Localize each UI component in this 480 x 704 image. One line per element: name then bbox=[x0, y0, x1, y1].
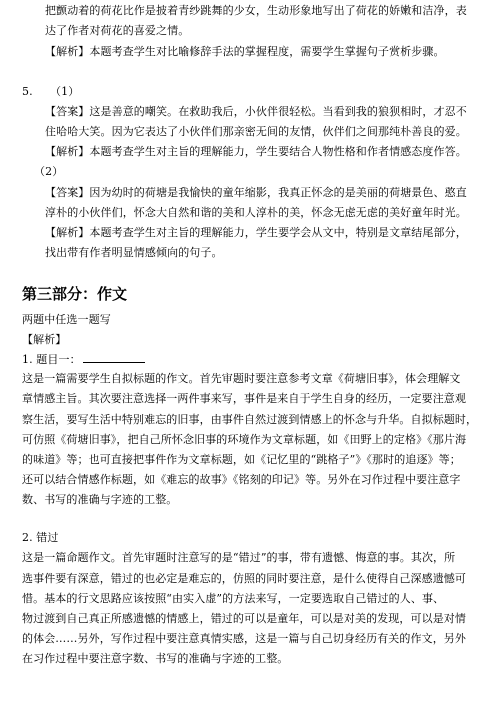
analysis-line: 【解析】本题考查学生对主旨的理解能力，学生要结合人物性格和作者情感态度作答。 bbox=[45, 145, 467, 158]
essay-analysis-line: 察生活，要写生活中特别难忘的旧事，由事件自然过渡到情感上的怀念与升华。自拟标题时， bbox=[22, 413, 478, 426]
analysis-line: 找出带有作者明显情感倾向的句子。 bbox=[45, 246, 223, 259]
question-number: 5. bbox=[22, 85, 33, 98]
analysis-line: 【解析】本题考查学生对主旨的理解能力，学生要学会从文中，特别是文章结尾部分， bbox=[45, 226, 467, 239]
text-line: 把颤动着的荷花比作是披着青纱跳舞的少女，生动形象地写出了荷花的娇嫩和洁净，表 bbox=[45, 4, 467, 17]
essay-analysis-line: 这是一篇需要学生自拟标题的作文。首先审题时要注意参考文章《荷塘旧事》，体会理解文 bbox=[22, 372, 461, 385]
essay-analysis-line: 可仿照《荷塘旧事》，把自己所怀念旧事的环境作为文章标题，如《田野上的定格》《那片海 bbox=[22, 433, 467, 446]
essay-item-1-label: 1. 题目一： bbox=[22, 353, 81, 366]
essay-item-2-label: 2. 错过 bbox=[22, 531, 59, 544]
answer-line: 淳朴的小伙伴们，怀念大自然和谐的美和人淳朴的美，怀念无虑无虑的美好童年时光。 bbox=[45, 206, 467, 219]
essay-item-label bbox=[22, 352, 145, 367]
section-heading: 第三部分：作文 bbox=[22, 285, 128, 303]
answer-line: 住哈哈大笑。因为它表达了小伙伴们那亲密无间的友情，伙伴们之间那纯朴善良的爱。 bbox=[45, 125, 467, 138]
essay-analysis-line: 的体会……另外，写作过程中要注意真情实感，这是一篇与自己切身经历有关的作文，另外 bbox=[22, 632, 466, 645]
sub-question-label: （1） bbox=[50, 85, 80, 98]
essay-analysis-line: 选事件要有深意，错过的也必定是难忘的，仿照的同时要注意，是什么使得自己深感遗憾可 bbox=[22, 572, 466, 585]
answer-line: 【答案】因为幼时的荷塘是我愉快的童年缩影，我真正怀念的是美丽的荷塘景色、憨直 bbox=[45, 186, 467, 199]
text-line: 达了作者对荷花的喜爱之情。 bbox=[45, 24, 190, 37]
essay-analysis-line: 这是一篇命题作文。首先审题时注意写的是“错过”的事，带有遗憾、悔意的事。其次，所 bbox=[22, 551, 456, 564]
blank-line bbox=[83, 352, 145, 363]
analysis-label: 【解析】 bbox=[22, 333, 67, 346]
essay-analysis-line: 还可以结合情感作标题，如《难忘的故事》《铭刻的印记》等。另外在习作过程中要注意字 bbox=[22, 473, 461, 486]
essay-analysis-line: 物过渡到自己真正所感遗憾的情感上，错过的可以是童年，可以是对美的发现，可以是对情 bbox=[22, 612, 466, 625]
essay-analysis-line: 在习作过程中要注意字数、书写的准确与字迹的工整。 bbox=[22, 652, 289, 665]
essay-analysis-line: 章情感主旨。其次要注意选择一两件事来写，事件是来自于学生自身的经历，一定要注意观 bbox=[22, 392, 466, 405]
essay-analysis-line: 惜。基本的行文思路应该按照“由实入虚”的方法来写，一定要选取自己错过的人、事、 bbox=[22, 592, 445, 605]
instruction-line: 两题中任选一题写 bbox=[22, 313, 111, 326]
answer-line: 【答案】这是善意的嘲笑。在救助我后，小伙伴很轻松。当看到我的狼狈相时，才忍不 bbox=[45, 105, 467, 118]
analysis-line: 【解析】本题考查学生对比喻修辞手法的掌握程度，需要学生掌握句子赏析步骤。 bbox=[45, 45, 445, 58]
essay-analysis-line: 数、书写的准确与字迹的工整。 bbox=[22, 493, 178, 506]
essay-analysis-line: 的味道》等；也可直接把事件作为文章标题，如《记忆里的“跳格子”》《那时的追逐》等； bbox=[22, 453, 461, 466]
sub-question-label: （2） bbox=[34, 165, 64, 178]
